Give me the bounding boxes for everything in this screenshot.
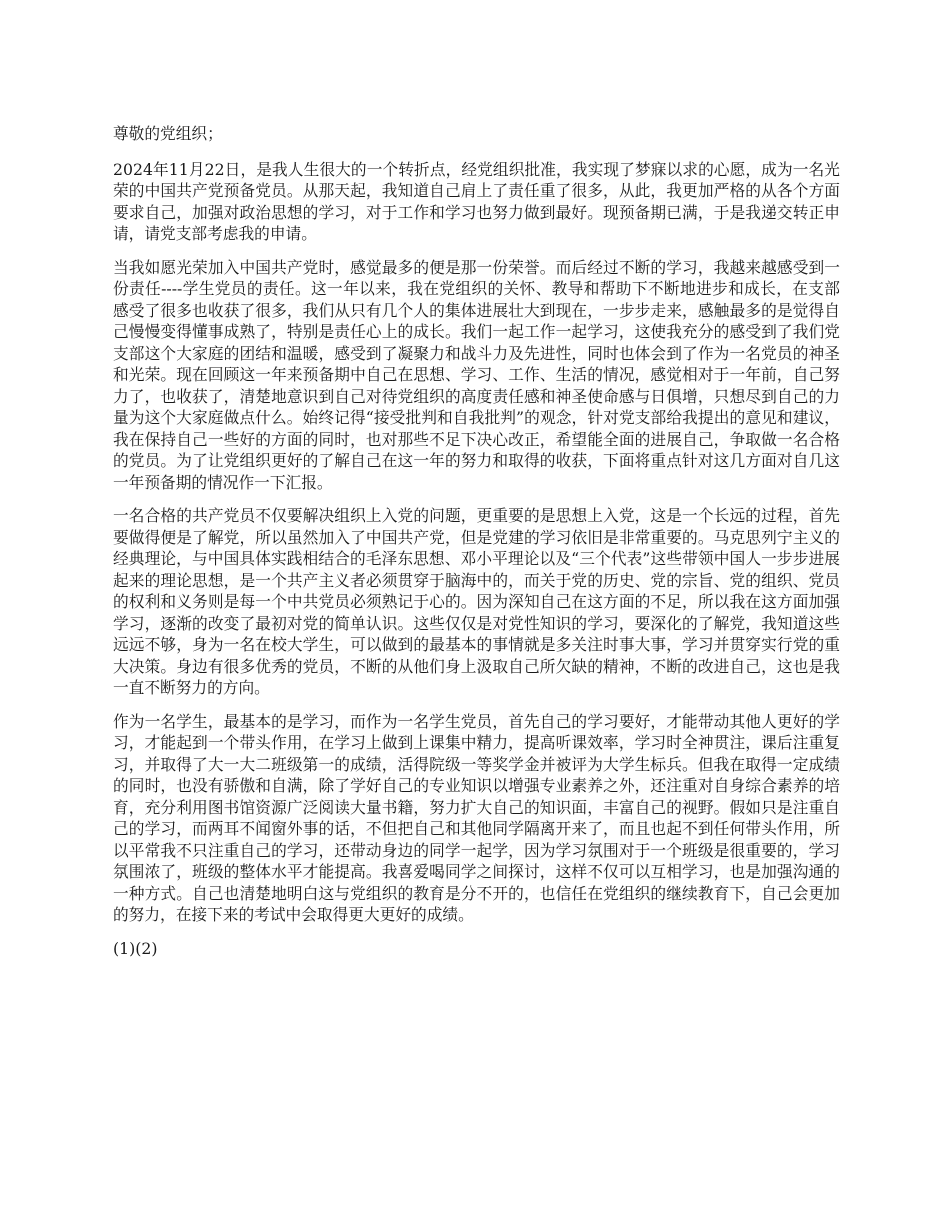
salutation: 尊敬的党组织； [113,124,223,143]
footer-mark: (1)(2) [113,938,158,958]
paragraph-1: 2024年11月22日，是我人生很大的一个转折点，经党组织批准，我实现了梦寐以求的心愿，成为一名光荣的中国共产党预备党员。从那天起，我知道自己肩上了责任重了很多，从此，我更加严格的从各个方面要求自己，加强对政治思想的学习，对于工作和学习也努力做到最好。现预备期已满，于是我递交转正申请，请党支部考虑我的申请。 [113,159,840,243]
paragraph-4: 作为一名学生，最基本的是学习，而作为一名学生党员，首先自己的学习要好，才能带动其他人更好的学习，才能起到一个带头作用，在学习上做到上课集中精力，提高听课效率，学习时全神贯注，课后注重复习，并取得了大一大二班级第一的成绩，活得院级一等奖学金并被评为大学生标兵。但我在取得一定成绩的同时，也没有骄傲和自满，除了学好自己的专业知识以增强专业素养之外，还注重对自身综合素养的培育，充分利用图书馆资源广泛阅读大量书籍，努力扩大自己的知识面，丰富自己的视野。假如只是注重自己的学习，而两耳不闻窗外事的话，不但把自己和其他同学隔离开来了，而且也起不到任何带头作用，所以平常我不只注重自己的学习，还带动身边的同学一起学，因为学习氛围对于一个班级是很重要的，学习氛围浓了，班级的整体水平才能提高。我喜爱喝同学之间探讨，这样不仅可以互相学习，也是加强沟通的一种方式。自己也清楚地明白这与党组织的教育是分不开的，也信任在党组织的继续教育下，自己会更加的努力，在接下来的考试中会取得更大更好的成绩。 [113,711,840,924]
paragraph-3: 一名合格的共产党员不仅要解决组织上入党的问题，更重要的是思想上入党，这是一个长远的过程，首先要做得便是了解党，所以虽然加入了中国共产党，但是党建的学习依旧是非常重要的。马克思列宁主义的经典理论，与中国具体实践相结合的毛泽东思想、邓小平理论以及“三个代表”这些带领中国人一步步进展起来的理论思想，是一个共产主义者必须贯穿于脑海中的，而关于党的历史、党的宗旨、党的组织、党员的权利和义务则是每一个中共党员必须熟记于心的。因为深知自己在这方面的不足，所以我在这方面加强学习，逐渐的改变了最初对党的简单认识。这些仅仅是对党性知识的学习，要深化的了解党，我知道这些远远不够，身为一名在校大学生，可以做到的最基本的事情就是多关注时事大事，学习并贯穿实行党的重大决策。身边有很多优秀的党员，不断的从他们身上汲取自己所欠缺的精神，不断的改进自己，这也是我一直不断努力的方向。 [113,506,840,697]
document-page [113,123,840,971]
paragraph-2: 当我如愿光荣加入中国共产党时，感觉最多的便是那一份荣誉。而后经过不断的学习，我越来越感受到一份责任----学生党员的责任。这一年以来，我在党组织的关怀、教导和帮助下不断地进步和成长，在支部感受了很多也收获了很多，我们从只有几个人的集体进展壮大到现在，一步步走来，感触最多的是觉得自己慢慢变得懂事成熟了，特别是责任心上的成长。我们一起工作一起学习，这使我充分的感受到了我们党支部这个大家庭的团结和温暖，感受到了凝聚力和战斗力及先进性，同时也体会到了作为一名党员的神圣和光荣。现在回顾这一年来预备期中自己在思想、学习、工作、生活的情况，感觉相对于一年前，自己努力了，也收获了，清楚地意识到自己对待党组织的高度责任感和神圣使命感与日俱增，只想尽到自己的力量为这个大家庭做点什么。始终记得“接受批判和自我批判”的观念，针对党支部给我提出的意见和建议，我在保持自己一些好的方面的同时，也对那些不足下决心改正，希望能全面的进展自己，争取做一名合格的党员。为了让党组织更好的了解自己在这一年的努力和取得的收获，下面将重点针对这几方面对自几这一年预备期的情况作一下汇报。 [113,257,840,492]
